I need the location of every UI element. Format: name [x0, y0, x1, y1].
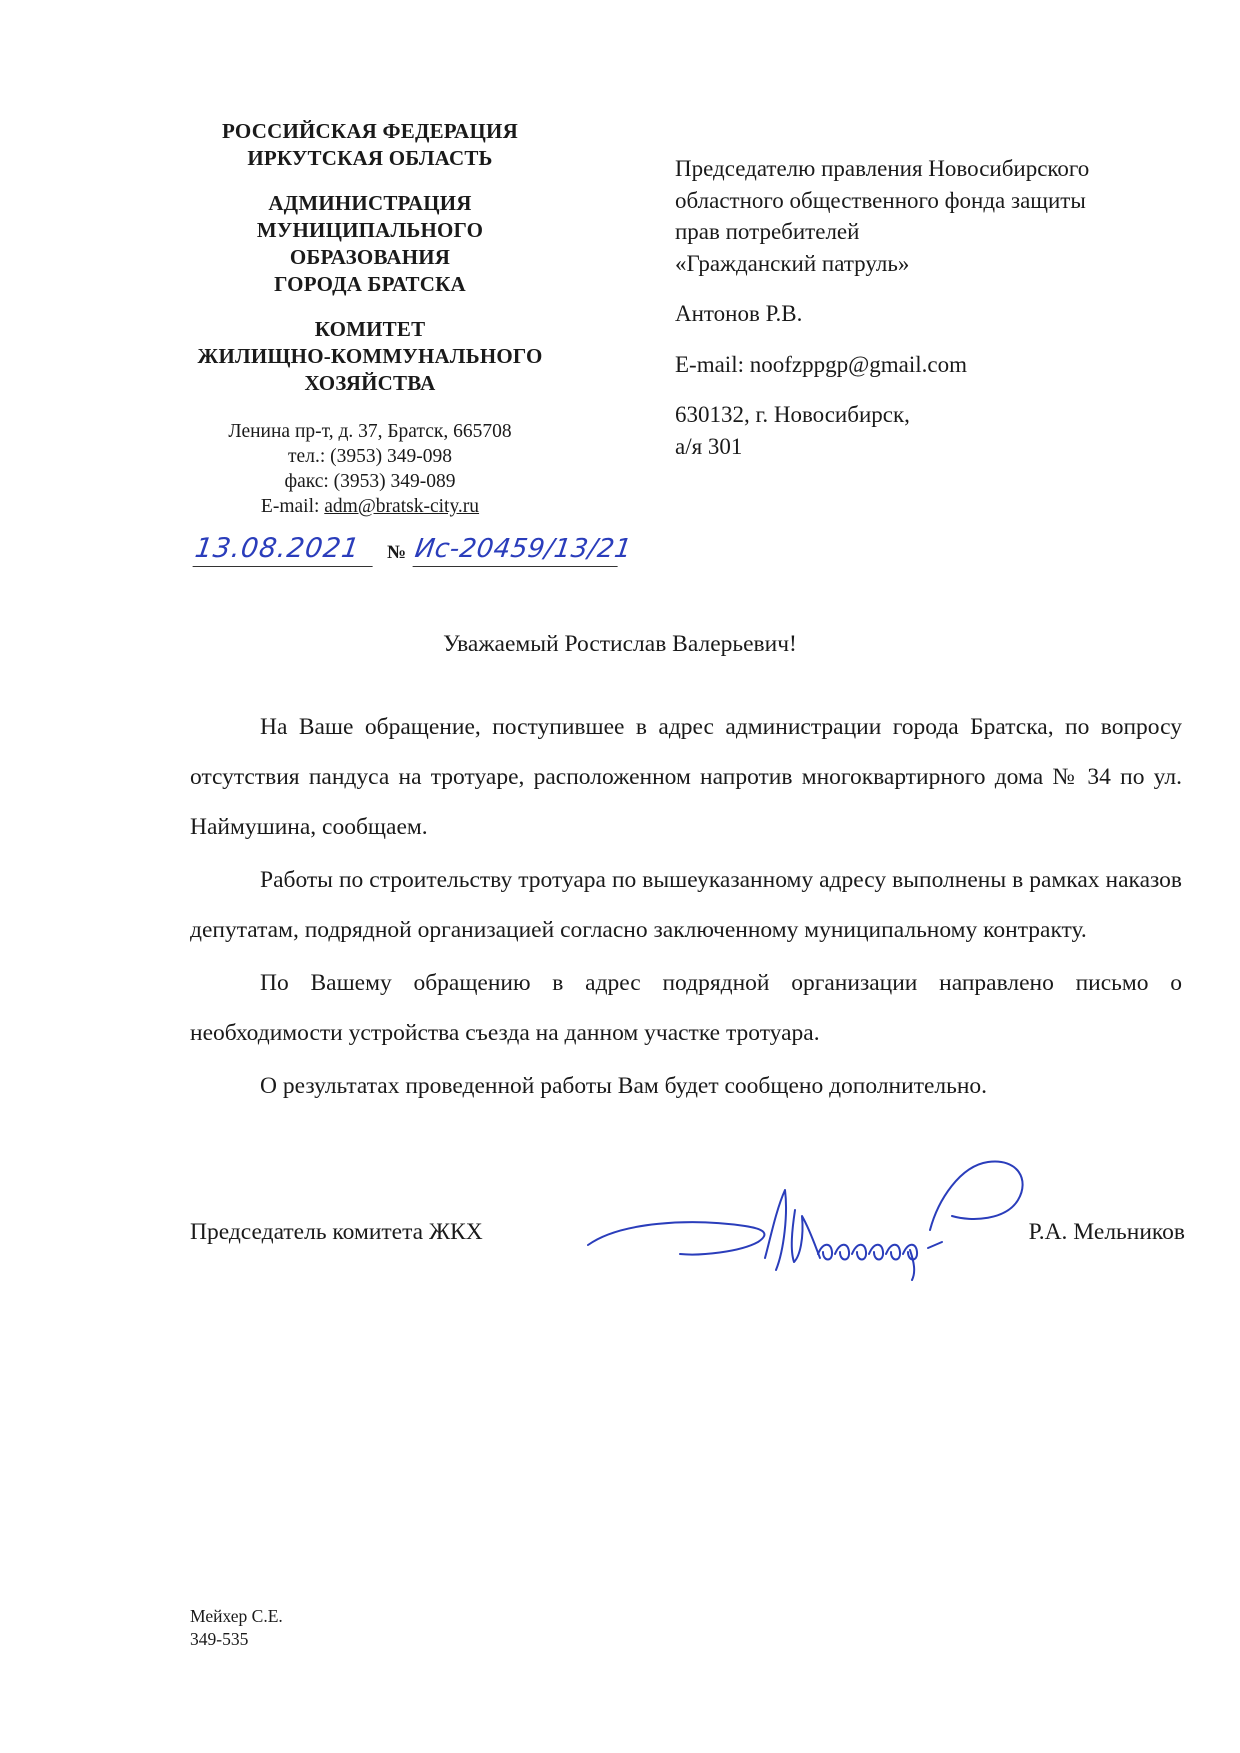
- registration-number-label: №: [387, 542, 407, 563]
- paragraph: О результатах проведенной работы Вам будет сообщено дополнительно.: [260, 1073, 988, 1099]
- recipient-line3: прав потребителей: [675, 219, 860, 244]
- sender-admin-line2: МУНИЦИПАЛЬНОГО ОБРАЗОВАНИЯ: [256, 218, 484, 269]
- executor-block: [190, 1605, 283, 1651]
- paragraph: По Вашему обращению в адрес подрядной организации направлено письмо о необходимости устройства съезда на данном участке тротуара.: [190, 970, 1182, 1046]
- sender-address: Ленина пр-т, д. 37, Братск, 665708: [228, 421, 512, 442]
- paragraph: На Ваше обращение, поступившее в адрес администрации города Братска, по вопросу отсутствия пандуса на тротуаре, расположенном напротив многоквартирного дома № 34 по ул. Наймушина, сообщаем.: [190, 714, 1182, 840]
- sender-committee-line3: ХОЗЯЙСТВА: [304, 371, 436, 395]
- registration-date: 13.08.2021: [193, 532, 378, 567]
- recipient-name: Антонов Р.В.: [675, 301, 803, 326]
- sender-email-link[interactable]: adm@bratsk-city.ru: [324, 496, 480, 517]
- paragraph: Работы по строительству тротуара по вышеуказанному адресу выполнены в рамках наказов депутатам, подрядной организацией согласно заключенному муниципальному контракту.: [190, 867, 1182, 943]
- recipient-line2: областного общественного фонда защиты: [675, 187, 1086, 213]
- registration-line: [192, 532, 634, 572]
- signatory-name: Р.А. Мельников: [1028, 1219, 1185, 1245]
- sender-email-line: [175, 494, 565, 519]
- signatory-title: Председатель комитета ЖКХ: [190, 1219, 483, 1245]
- sender-committee-line1: КОМИТЕТ: [314, 317, 426, 341]
- greeting: Уважаемый Ростислав Валерьевич!: [443, 631, 797, 657]
- sender-phone: тел.: (3953) 349-098: [288, 446, 452, 467]
- sender-fax: факс: (3953) 349-089: [284, 471, 456, 492]
- letter-body: [190, 702, 1182, 1111]
- sender-email-label: E-mail:: [260, 496, 325, 517]
- recipient-line4: «Гражданский патруль»: [675, 250, 910, 276]
- sender-admin-line1: АДМИНИСТРАЦИЯ: [268, 191, 472, 215]
- sender-block: [175, 118, 565, 519]
- recipient-block: [675, 153, 1195, 462]
- executor-name: Мейхер С.Е.: [190, 1606, 283, 1626]
- recipient-email: E-mail: noofzppgp@gmail.com: [675, 351, 968, 377]
- executor-phone: 349-535: [190, 1629, 249, 1649]
- sender-contacts: [175, 419, 565, 519]
- sender-country: РОССИЙСКАЯ ФЕДЕРАЦИЯ: [222, 119, 518, 143]
- recipient-address-line2: а/я 301: [675, 433, 743, 459]
- sender-region: ИРКУТСКАЯ ОБЛАСТЬ: [247, 146, 493, 170]
- registration-number: Ис-20459/13/21: [413, 532, 623, 567]
- sender-committee-line2: ЖИЛИЩНО-КОММУНАЛЬНОГО: [197, 344, 543, 368]
- sender-admin-line3: ГОРОДА БРАТСКА: [274, 272, 466, 296]
- recipient-line1: Председателю правления Новосибирского: [675, 156, 1090, 181]
- handwritten-signature: [580, 1130, 1050, 1290]
- recipient-address-line1: 630132, г. Новосибирск,: [675, 402, 910, 427]
